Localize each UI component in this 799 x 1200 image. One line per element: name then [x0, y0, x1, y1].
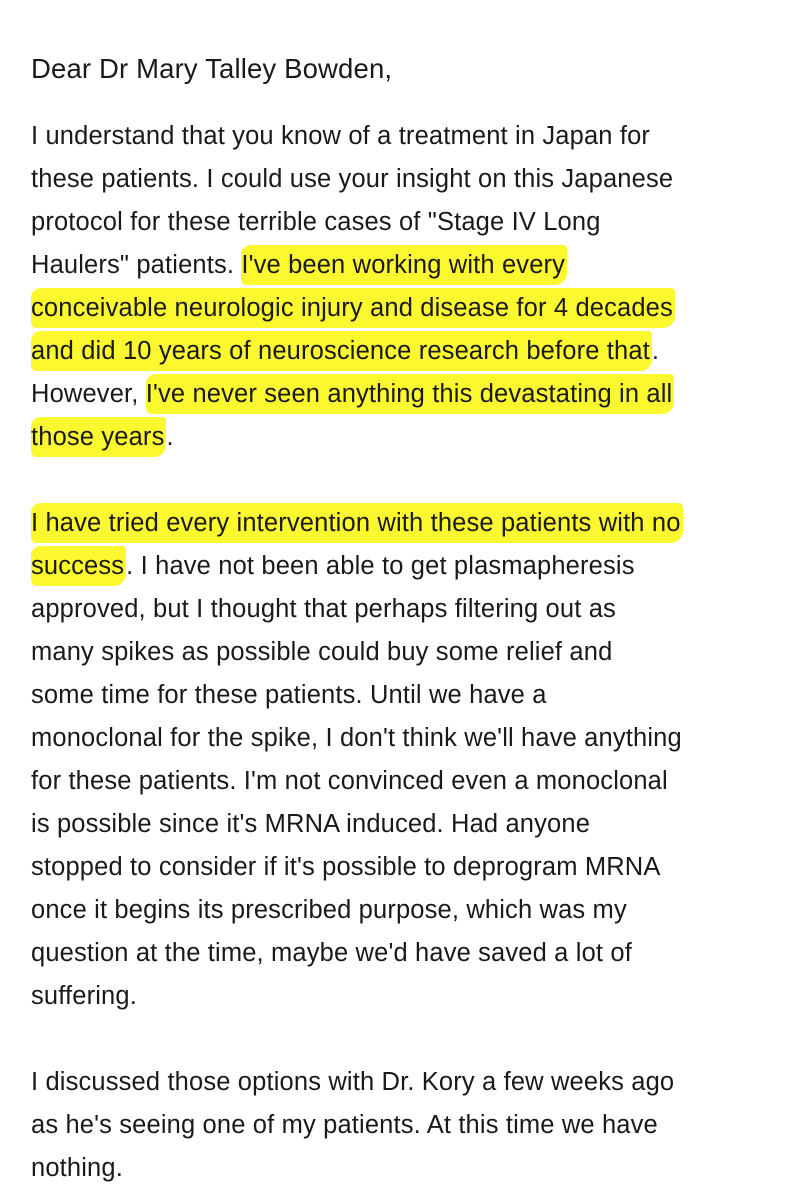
letter-line [31, 291, 675, 325]
letter-line [31, 1065, 674, 1099]
letter-line [31, 678, 547, 712]
highlighted-text: I've been working with every [241, 245, 567, 285]
letter-line [31, 248, 567, 282]
line-text: question at the time, maybe we'd have saved a lot of [31, 939, 632, 967]
letter-line [31, 592, 616, 626]
highlighted-text: conceivable neurologic injury and disease for 4 decades [31, 288, 675, 328]
line-text: protocol for these terrible cases of "Stage IV Long [31, 208, 601, 236]
letter-line [31, 850, 661, 884]
highlighted-text: those years [31, 417, 166, 457]
line-text: However, [31, 380, 146, 408]
line-text: is possible since it's MRNA induced. Had anyone [31, 810, 591, 838]
line-text: . I have not been able to get plasmapheresis [126, 552, 635, 580]
letter-line [31, 506, 683, 540]
letter-line [31, 377, 674, 411]
highlighted-text: success [31, 546, 126, 586]
letter-line [31, 1108, 658, 1142]
letter-line [31, 979, 137, 1013]
letter-greeting: Dear Dr Mary Talley Bowden, [31, 53, 393, 84]
line-text: as he's seeing one of my patients. At this time we have [31, 1111, 658, 1139]
letter-line [31, 420, 174, 454]
line-text: some time for these patients. Until we have a [31, 681, 547, 709]
letter-line [31, 205, 601, 239]
letter-line [31, 893, 627, 927]
line-text: these patients. I could use your insight on this Japanese [31, 165, 674, 193]
letter-line [31, 549, 635, 583]
line-text: approved, but I thought that perhaps filtering out as [31, 595, 616, 623]
line-text: once it begins its prescribed purpose, which was my [31, 896, 627, 924]
line-text: many spikes as possible could buy some relief and [31, 638, 613, 666]
line-text: monoclonal for the spike, I don't think we'll have anything [31, 724, 682, 752]
letter-line [31, 936, 632, 970]
line-text: stopped to consider if it's possible to deprogram MRNA [31, 853, 661, 881]
line-text: I understand that you know of a treatment in Japan for [31, 122, 651, 150]
line-text: I discussed those options with Dr. Kory a few weeks ago [31, 1068, 675, 1096]
line-text: suffering. [31, 982, 137, 1010]
line-text: . [651, 337, 660, 365]
letter-line [31, 635, 612, 669]
letter-line [31, 807, 590, 841]
letter-line [31, 119, 650, 153]
highlighted-text: I've never seen anything this devastating in all [146, 374, 675, 414]
highlighted-text: and did 10 years of neuroscience research before that [31, 331, 652, 371]
line-text: Haulers" patients. [31, 251, 242, 279]
letter-line [31, 1151, 123, 1185]
letter-line [31, 721, 682, 755]
line-text: for these patients. I'm not convinced even a monoclonal [31, 767, 668, 795]
line-text: nothing. [31, 1154, 123, 1182]
letter-line [31, 334, 659, 368]
highlighted-text: I have tried every intervention with these patients with no [31, 503, 683, 543]
letter-line [31, 162, 673, 196]
line-text: . [166, 423, 174, 451]
letter-line [31, 764, 668, 798]
